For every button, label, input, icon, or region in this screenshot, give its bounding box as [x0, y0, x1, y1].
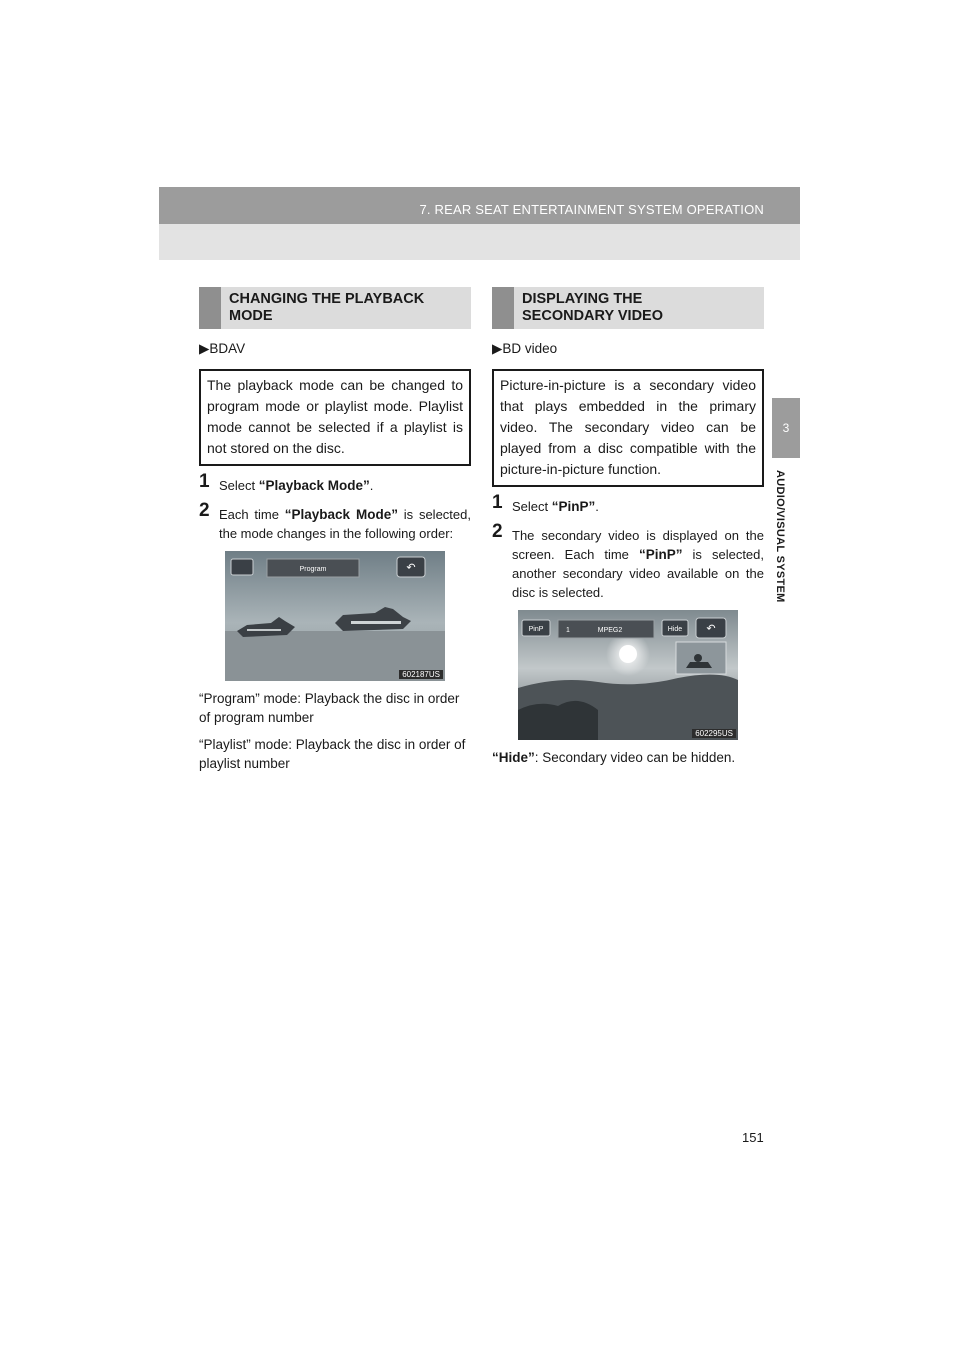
hide-description: : Secondary video can be hidden.	[534, 750, 736, 765]
pinp-screenshot	[518, 610, 738, 740]
step-emphasis: “Playback Mode”	[284, 507, 398, 522]
screen-stream-number: 1	[566, 627, 570, 634]
intro-box: Picture-in-picture is a secondary video that plays embedded in the primary video. The secondary video can be played from a disc compatible with the picture-in-picture function.	[492, 369, 764, 487]
back-arrow-icon: ↶	[406, 561, 416, 574]
section-heading-playback-mode	[199, 287, 471, 329]
step-number: 2	[492, 521, 503, 542]
step-2	[492, 521, 764, 602]
bullet-bdav	[199, 341, 471, 357]
heading-marker	[492, 287, 514, 329]
note-program-mode: “Program” mode: Playback the disc in order of program number	[199, 691, 460, 725]
section-heading-secondary-video	[492, 287, 764, 329]
step-text: Select	[219, 478, 259, 493]
page-number: 151	[742, 1130, 764, 1145]
hide-emphasis: “Hide”	[492, 750, 535, 765]
playback-mode-screenshot	[225, 551, 445, 681]
step-number: 1	[492, 492, 503, 513]
bullet-label: BDAV	[209, 341, 246, 356]
step-text: .	[595, 499, 599, 514]
step-emphasis: “PinP”	[638, 547, 683, 562]
triangle-bullet-icon: ▶	[199, 341, 210, 356]
section-title	[522, 291, 663, 325]
step-emphasis: “PinP”	[551, 499, 596, 514]
title-line-2: MODE	[229, 308, 273, 324]
chapter-title: 7. REAR SEAT ENTERTAINMENT SYSTEM OPERATION	[419, 202, 764, 217]
screen-codec-label: MPEG2	[597, 627, 623, 634]
step-text: Select	[512, 499, 552, 514]
ships-scene	[225, 551, 445, 681]
title-line-1: DISPLAYING THE	[522, 291, 643, 307]
step-2	[199, 500, 471, 543]
chapter-tab-number: 3	[772, 398, 800, 458]
title-line-2: SECONDARY VIDEO	[522, 308, 663, 324]
step-number: 1	[199, 471, 210, 492]
note-hide	[492, 748, 764, 767]
screen-pinp-button: PinP	[528, 626, 544, 633]
step-text: is selected, another secondary video available on the disc is selected.	[512, 547, 764, 600]
step-text: The secondary video is displayed on the screen. Each time	[512, 528, 764, 562]
step-text: .	[369, 478, 374, 493]
step-emphasis: “Playback Mode”	[258, 478, 370, 493]
section-title	[229, 291, 424, 325]
right-column	[492, 287, 764, 767]
step-text: is selected, the mode changes in the following order:	[219, 507, 471, 541]
back-arrow-icon: ↶	[706, 622, 716, 635]
figure-code: 602295US	[692, 729, 736, 738]
step-text: Each time	[219, 507, 285, 522]
header-strip	[159, 224, 800, 260]
chapter-tab-label: AUDIO/VISUAL SYSTEM	[774, 470, 786, 603]
header-bar	[159, 187, 800, 224]
triangle-bullet-icon: ▶	[492, 341, 503, 356]
bullet-label: BD video	[502, 341, 558, 356]
screen-hide-button: Hide	[667, 626, 683, 633]
step-1	[199, 471, 471, 495]
step-number: 2	[199, 500, 210, 521]
figure-code: 602187US	[399, 670, 443, 679]
title-line-1: CHANGING THE PLAYBACK	[229, 291, 425, 307]
intro-box: The playback mode can be changed to program mode or playlist mode. Playlist mode cannot be selected if a playlist is not stored on the disc.	[199, 369, 471, 466]
sunset-scene	[518, 610, 738, 740]
screen-program-label: Program	[299, 566, 327, 573]
step-1	[492, 492, 764, 516]
bullet-bd-video	[492, 341, 764, 357]
heading-marker	[199, 287, 221, 329]
note-playlist-mode: “Playlist” mode: Playback the disc in order of playlist number	[199, 737, 466, 771]
left-column	[199, 287, 471, 773]
